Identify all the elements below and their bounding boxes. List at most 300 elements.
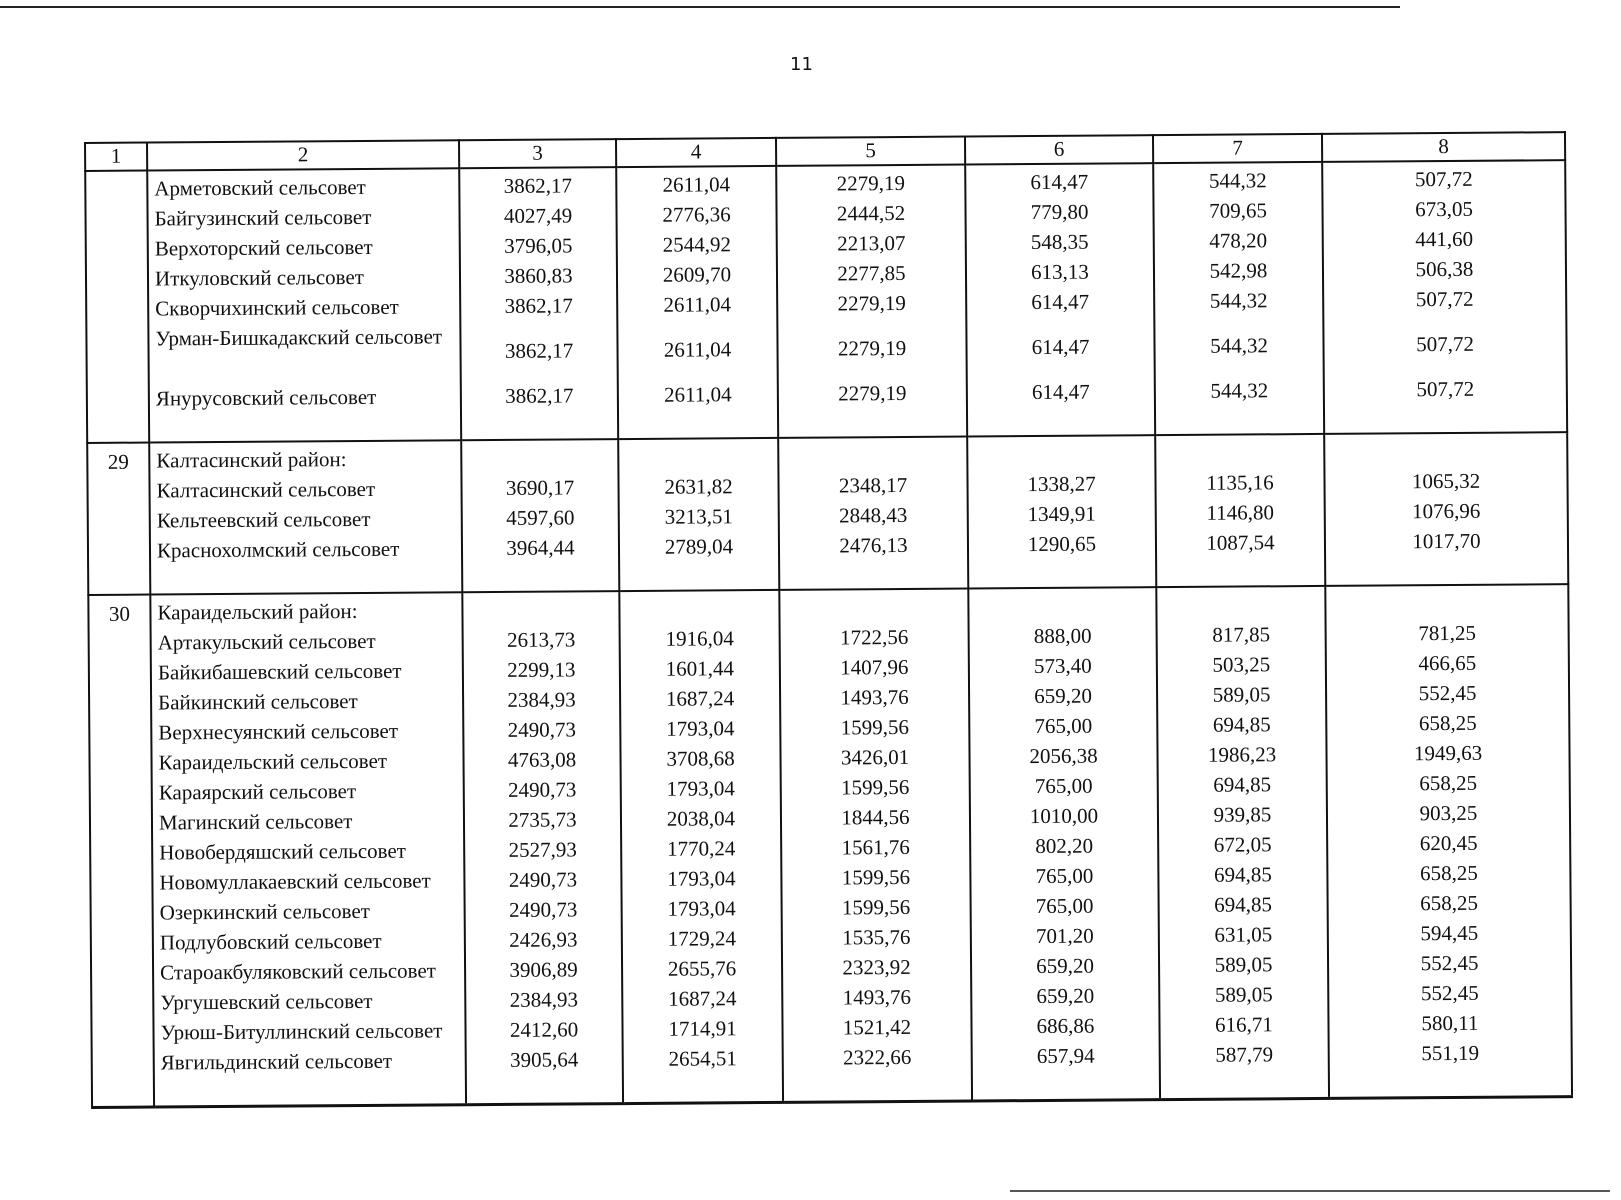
value-line	[1328, 283, 1561, 315]
value-line	[469, 864, 616, 895]
value-line	[786, 802, 965, 833]
value-cell: 709,65	[1209, 198, 1267, 223]
value-line	[976, 920, 1154, 951]
value-line	[781, 198, 960, 229]
value-line	[1163, 799, 1322, 830]
value-line	[1331, 707, 1564, 739]
value-cell: 2412,60	[509, 1017, 579, 1042]
value-line	[972, 438, 1150, 469]
value-line	[1159, 225, 1318, 256]
value-line	[622, 229, 772, 260]
value-column-3	[462, 591, 623, 1105]
value-line	[621, 199, 771, 230]
value-cell: 1087,54	[1206, 530, 1275, 555]
value-line	[973, 528, 1151, 559]
value-cell: 779,80	[1030, 199, 1089, 225]
value-line	[787, 922, 966, 953]
settlement-name: Верхнесуянский сельсовет	[158, 718, 399, 745]
value-line	[1164, 949, 1323, 980]
value-line	[468, 714, 615, 745]
value-line	[1327, 163, 1560, 195]
value-cell: 659,20	[1036, 983, 1095, 1009]
value-cell: 2490,73	[507, 717, 577, 742]
scan-edge-top	[0, 6, 1400, 8]
value-cell: 686,86	[1036, 1013, 1095, 1039]
value-cell: 4597,60	[506, 505, 575, 530]
value-cell: 659,20	[1036, 953, 1095, 979]
settlement-name: Новомуллакаевский сельсовет	[159, 868, 431, 895]
value-line	[470, 984, 617, 1015]
value-cell: 2299,13	[507, 657, 576, 682]
value-line	[469, 834, 616, 865]
value-cell: 594,45	[1420, 920, 1479, 946]
value-cell: 2279,19	[837, 290, 906, 316]
settlement-name: Явгильдинский сельсовет	[160, 1048, 393, 1075]
value-cell: 548,35	[1030, 229, 1089, 255]
value-line	[1330, 495, 1563, 527]
value-cell: 2654,51	[668, 1046, 737, 1071]
value-cell: 2527,93	[508, 837, 577, 862]
value-column-4	[618, 438, 779, 591]
value-cell: 2611,04	[662, 172, 731, 197]
value-cell: 4763,08	[507, 747, 577, 772]
value-cell: 2056,38	[1029, 743, 1098, 769]
value-cell: 939,85	[1213, 802, 1272, 827]
value-cell: 1599,56	[841, 864, 911, 890]
value-line	[1161, 589, 1320, 620]
value-line	[1161, 527, 1320, 558]
settlement-name: Кельтеевский сельсовет	[156, 506, 371, 533]
table-group-row	[87, 432, 1568, 595]
value-line	[976, 890, 1154, 921]
value-line	[1333, 1007, 1566, 1039]
value-line	[1332, 827, 1565, 859]
value-line	[1165, 1039, 1324, 1070]
value-cell: 701,20	[1035, 923, 1094, 949]
value-cell: 1687,24	[668, 986, 737, 1011]
tariff-table	[84, 131, 1573, 1109]
value-cell: 2277,85	[837, 260, 906, 286]
value-cell: 2544,92	[662, 232, 731, 257]
value-line	[782, 288, 961, 319]
value-line	[466, 442, 613, 473]
value-cell: 544,32	[1210, 378, 1269, 403]
value-line	[468, 684, 615, 715]
value-cell: 817,85	[1212, 622, 1271, 647]
value-cell: 3862,17	[504, 293, 573, 318]
value-line	[785, 742, 964, 773]
value-line	[1334, 1037, 1567, 1069]
value-line	[974, 620, 1152, 651]
value-cell: 507,72	[1416, 331, 1474, 357]
header-cell: 8	[1322, 132, 1565, 162]
value-column-5	[779, 589, 972, 1103]
value-cell: 1599,56	[841, 894, 911, 920]
table-group-row	[85, 160, 1567, 443]
value-column-4	[619, 590, 783, 1104]
row-number	[85, 171, 149, 443]
value-line	[1332, 857, 1565, 889]
value-line	[1164, 1009, 1323, 1040]
value-line	[471, 1044, 618, 1075]
value-line	[464, 200, 611, 231]
value-line	[626, 863, 776, 894]
value-line	[1159, 255, 1318, 286]
value-cell: 614,47	[1031, 334, 1090, 360]
value-line	[622, 259, 772, 290]
value-line	[626, 773, 776, 804]
value-cell: 441,60	[1415, 226, 1474, 252]
value-cell: 1793,04	[666, 716, 735, 741]
value-cell: 1601,44	[665, 656, 735, 681]
value-line	[1162, 739, 1321, 770]
settlement-name: Подлубовский сельсовет	[159, 928, 382, 955]
value-line	[1164, 979, 1323, 1010]
value-cell: 765,00	[1035, 893, 1094, 919]
value-column-8	[1322, 160, 1567, 434]
document-sheet	[84, 131, 1571, 1109]
value-cell: 888,00	[1033, 623, 1092, 649]
value-line	[627, 923, 777, 954]
value-cell: 2631,82	[664, 474, 733, 499]
value-line	[785, 712, 964, 743]
value-cell: 589,05	[1214, 952, 1273, 977]
value-cell: 765,00	[1034, 713, 1093, 739]
value-line	[623, 379, 773, 410]
value-line	[787, 1012, 966, 1043]
value-cell: 2279,19	[837, 335, 907, 361]
value-column-7	[1153, 162, 1324, 435]
value-line	[971, 226, 1149, 257]
settlement-name: Байгузинский сельсовет	[154, 204, 372, 231]
value-cell: 614,47	[1031, 379, 1090, 405]
settlement-names-cell	[149, 440, 462, 594]
settlement-name: Краснохолмский сельсовет	[156, 536, 400, 563]
settlement-name: Арметовский сельсовет	[154, 174, 366, 201]
value-cell: 2490,73	[508, 867, 578, 892]
value-line	[974, 710, 1152, 741]
value-cell: 1349,91	[1027, 501, 1096, 527]
value-cell: 3690,17	[505, 475, 575, 500]
settlement-name: Караидельский сельсовет	[158, 748, 388, 775]
value-line	[971, 286, 1149, 317]
value-cell: 2476,13	[839, 532, 908, 558]
settlement-name: Староакбуляковский сельсовет	[160, 958, 437, 985]
value-cell: 1338,27	[1027, 471, 1096, 497]
value-cell: 3708,68	[666, 746, 735, 771]
row-number: 29	[87, 443, 150, 595]
value-cell: 1949,63	[1413, 740, 1483, 766]
value-cell: 694,85	[1214, 892, 1273, 917]
settlement-name: Калтасинский сельсовет	[156, 476, 376, 503]
value-line	[470, 954, 617, 985]
value-line	[1329, 435, 1562, 467]
value-line	[972, 468, 1150, 499]
settlement-names-cell	[147, 168, 461, 442]
value-line	[1161, 497, 1320, 528]
value-line	[786, 862, 965, 893]
value-line	[971, 256, 1149, 287]
value-cell: 672,05	[1213, 832, 1272, 857]
value-cell: 659,20	[1034, 683, 1093, 709]
value-line	[624, 531, 774, 562]
value-line	[786, 832, 965, 863]
value-line	[1163, 769, 1322, 800]
page-number: 11	[790, 54, 813, 75]
value-cell: 2490,73	[508, 777, 577, 802]
value-cell: 544,32	[1208, 168, 1267, 193]
value-cell: 2776,36	[662, 202, 731, 227]
value-line	[974, 740, 1152, 771]
value-line	[786, 772, 965, 803]
value-column-6	[968, 587, 1160, 1101]
value-cell: 1599,56	[841, 774, 910, 800]
value-cell: 544,32	[1210, 333, 1268, 358]
settlement-name: Скворчихинский сельсовет	[155, 294, 399, 321]
value-line	[465, 260, 612, 291]
value-line	[625, 653, 775, 684]
value-line	[1163, 829, 1322, 860]
value-line	[468, 624, 615, 655]
value-cell: 1986,23	[1207, 742, 1277, 767]
value-cell: 658,25	[1419, 860, 1478, 886]
header-cell: 6	[965, 135, 1153, 164]
value-cell: 694,85	[1212, 712, 1271, 737]
value-line	[467, 502, 614, 533]
settlement-name: Озеркинский сельсовет	[159, 898, 371, 925]
value-line	[1332, 767, 1565, 799]
value-line	[625, 623, 775, 654]
value-cell: 551,19	[1421, 1040, 1480, 1066]
value-line	[622, 319, 772, 380]
settlement-name: Артакульский сельсовет	[157, 628, 376, 655]
value-cell: 765,00	[1034, 773, 1093, 799]
value-cell: 1844,56	[841, 804, 910, 830]
value-line	[1331, 617, 1564, 649]
value-cell: 620,45	[1419, 830, 1478, 856]
value-cell: 903,25	[1419, 800, 1478, 826]
settlement-name: Ургушевский сельсовет	[160, 988, 373, 1015]
settlement-name: Байкибашевский сельсовет	[157, 658, 402, 685]
value-cell: 552,45	[1418, 680, 1477, 706]
value-column-5	[778, 437, 968, 590]
value-cell: 1793,04	[667, 866, 736, 891]
value-line	[781, 168, 960, 199]
value-cell: 2444,52	[836, 200, 906, 226]
value-line	[784, 592, 963, 623]
value-cell: 587,79	[1215, 1042, 1274, 1067]
value-line	[975, 860, 1153, 891]
value-line	[1164, 919, 1323, 950]
value-line	[627, 983, 777, 1014]
value-line	[1159, 315, 1318, 376]
value-cell: 1135,16	[1206, 470, 1274, 495]
value-line	[621, 169, 771, 200]
value-cell: 1714,91	[668, 1016, 737, 1041]
value-line	[1329, 465, 1562, 497]
value-line	[974, 680, 1152, 711]
header-cell: 2	[147, 140, 459, 170]
value-line	[1159, 285, 1318, 316]
value-line	[1162, 709, 1321, 740]
value-line	[623, 471, 773, 502]
value-column-3	[461, 439, 619, 592]
value-cell: 614,47	[1031, 289, 1090, 315]
value-line	[974, 650, 1152, 681]
value-line	[1328, 223, 1561, 255]
value-cell: 1146,80	[1206, 500, 1275, 525]
value-cell: 589,05	[1214, 982, 1273, 1007]
value-cell: 2426,93	[509, 927, 578, 952]
value-cell: 580,11	[1421, 1010, 1479, 1036]
value-column-7	[1156, 586, 1329, 1100]
value-column-8	[1324, 432, 1568, 586]
value-cell: 1010,00	[1029, 803, 1099, 829]
value-cell: 614,47	[1030, 169, 1089, 195]
value-cell: 616,71	[1215, 1012, 1273, 1037]
value-line	[973, 498, 1151, 529]
value-cell: 2655,76	[667, 956, 737, 981]
value-cell: 1290,65	[1027, 531, 1097, 557]
value-cell: 1561,76	[841, 834, 910, 860]
value-cell: 802,20	[1035, 833, 1094, 859]
value-line	[785, 682, 964, 713]
value-cell: 3862,17	[504, 338, 574, 363]
value-line	[624, 593, 774, 624]
value-column-8	[1325, 584, 1572, 1098]
value-cell: 765,00	[1035, 863, 1094, 889]
value-line	[970, 196, 1148, 227]
value-cell: 1076,96	[1412, 498, 1481, 524]
value-line	[1162, 649, 1321, 680]
value-cell: 507,72	[1414, 166, 1473, 192]
value-line	[1330, 587, 1563, 619]
settlement-name: Верхоторский сельсовет	[154, 234, 373, 261]
value-line	[785, 622, 964, 653]
value-cell: 1722,56	[839, 624, 909, 650]
value-cell: 506,38	[1415, 256, 1474, 282]
value-line	[622, 289, 772, 320]
value-line	[976, 950, 1154, 981]
settlement-name: Янурусовский сельсовет	[155, 384, 377, 411]
value-line	[1160, 375, 1319, 406]
value-cell: 466,65	[1418, 650, 1477, 676]
value-line	[1160, 467, 1319, 498]
header-cell: 1	[85, 143, 147, 171]
value-line	[467, 594, 614, 625]
value-cell: 4027,49	[503, 203, 573, 228]
value-line	[464, 170, 611, 201]
value-cell: 542,98	[1209, 258, 1268, 283]
value-line	[1331, 737, 1564, 769]
value-line	[625, 683, 775, 714]
value-cell: 1017,70	[1412, 528, 1481, 554]
value-line	[468, 744, 615, 775]
value-cell: 3964,44	[506, 535, 575, 560]
value-line	[975, 770, 1153, 801]
value-column-3	[459, 167, 618, 440]
value-line	[970, 166, 1148, 197]
value-cell: 2611,04	[663, 337, 732, 362]
value-line	[626, 833, 776, 864]
value-cell: 673,05	[1415, 196, 1473, 222]
value-line	[782, 318, 961, 379]
value-line	[782, 228, 961, 259]
value-line	[470, 924, 617, 955]
value-cell: 1687,24	[665, 686, 735, 711]
settlement-name: Магинский сельсовет	[158, 809, 353, 835]
value-line	[465, 320, 612, 381]
header-cell: 4	[616, 138, 776, 167]
value-line	[626, 803, 776, 834]
district-name: Караидельский район:	[157, 599, 358, 625]
value-line	[1328, 313, 1561, 375]
value-cell: 658,25	[1419, 770, 1478, 796]
value-column-6	[967, 435, 1156, 588]
settlement-name: Иткуловский сельсовет	[154, 264, 365, 291]
value-line	[1330, 525, 1563, 557]
value-line	[466, 380, 613, 411]
value-cell: 2611,04	[663, 292, 732, 317]
value-column-7	[1155, 434, 1325, 587]
value-line	[627, 893, 777, 924]
district-name: Калтасинский район:	[156, 447, 347, 473]
value-line	[470, 894, 617, 925]
value-line	[1158, 165, 1317, 196]
value-line	[623, 441, 773, 472]
value-line	[1162, 679, 1321, 710]
settlement-name: Байкинский сельсовет	[158, 689, 358, 715]
value-line	[788, 1042, 967, 1073]
value-line	[469, 774, 616, 805]
value-line	[784, 530, 963, 561]
value-cell: 3862,17	[505, 383, 574, 408]
value-cell: 1793,04	[667, 896, 736, 921]
value-line	[624, 501, 774, 532]
value-cell: 2322,66	[843, 1044, 912, 1070]
value-column-4	[616, 166, 778, 439]
value-cell: 2789,04	[664, 534, 734, 559]
value-line	[1160, 437, 1319, 468]
value-cell: 658,25	[1420, 890, 1479, 916]
value-line	[975, 830, 1153, 861]
value-cell: 2348,17	[838, 472, 908, 498]
settlement-name: Новобердяшский сельсовет	[159, 838, 407, 865]
value-cell: 1065,32	[1411, 468, 1481, 494]
value-cell: 2384,93	[509, 987, 579, 1012]
value-line	[625, 713, 775, 744]
value-cell: 552,45	[1420, 980, 1479, 1006]
value-line	[1333, 917, 1566, 949]
value-line	[784, 500, 963, 531]
value-line	[971, 316, 1149, 377]
value-cell: 2735,73	[508, 807, 577, 832]
value-line	[1333, 887, 1566, 919]
value-line	[1333, 947, 1566, 979]
value-line	[972, 376, 1150, 407]
value-line	[782, 258, 961, 289]
header-cell: 3	[459, 139, 616, 168]
value-column-6	[965, 163, 1155, 436]
value-cell: 3796,05	[504, 233, 573, 258]
value-line	[1327, 193, 1560, 225]
value-cell: 1407,96	[840, 654, 909, 680]
value-cell: 3906,89	[509, 957, 578, 982]
value-cell: 2609,70	[662, 262, 732, 287]
value-line	[787, 982, 966, 1013]
value-line	[1328, 253, 1561, 285]
value-line	[1331, 647, 1564, 679]
